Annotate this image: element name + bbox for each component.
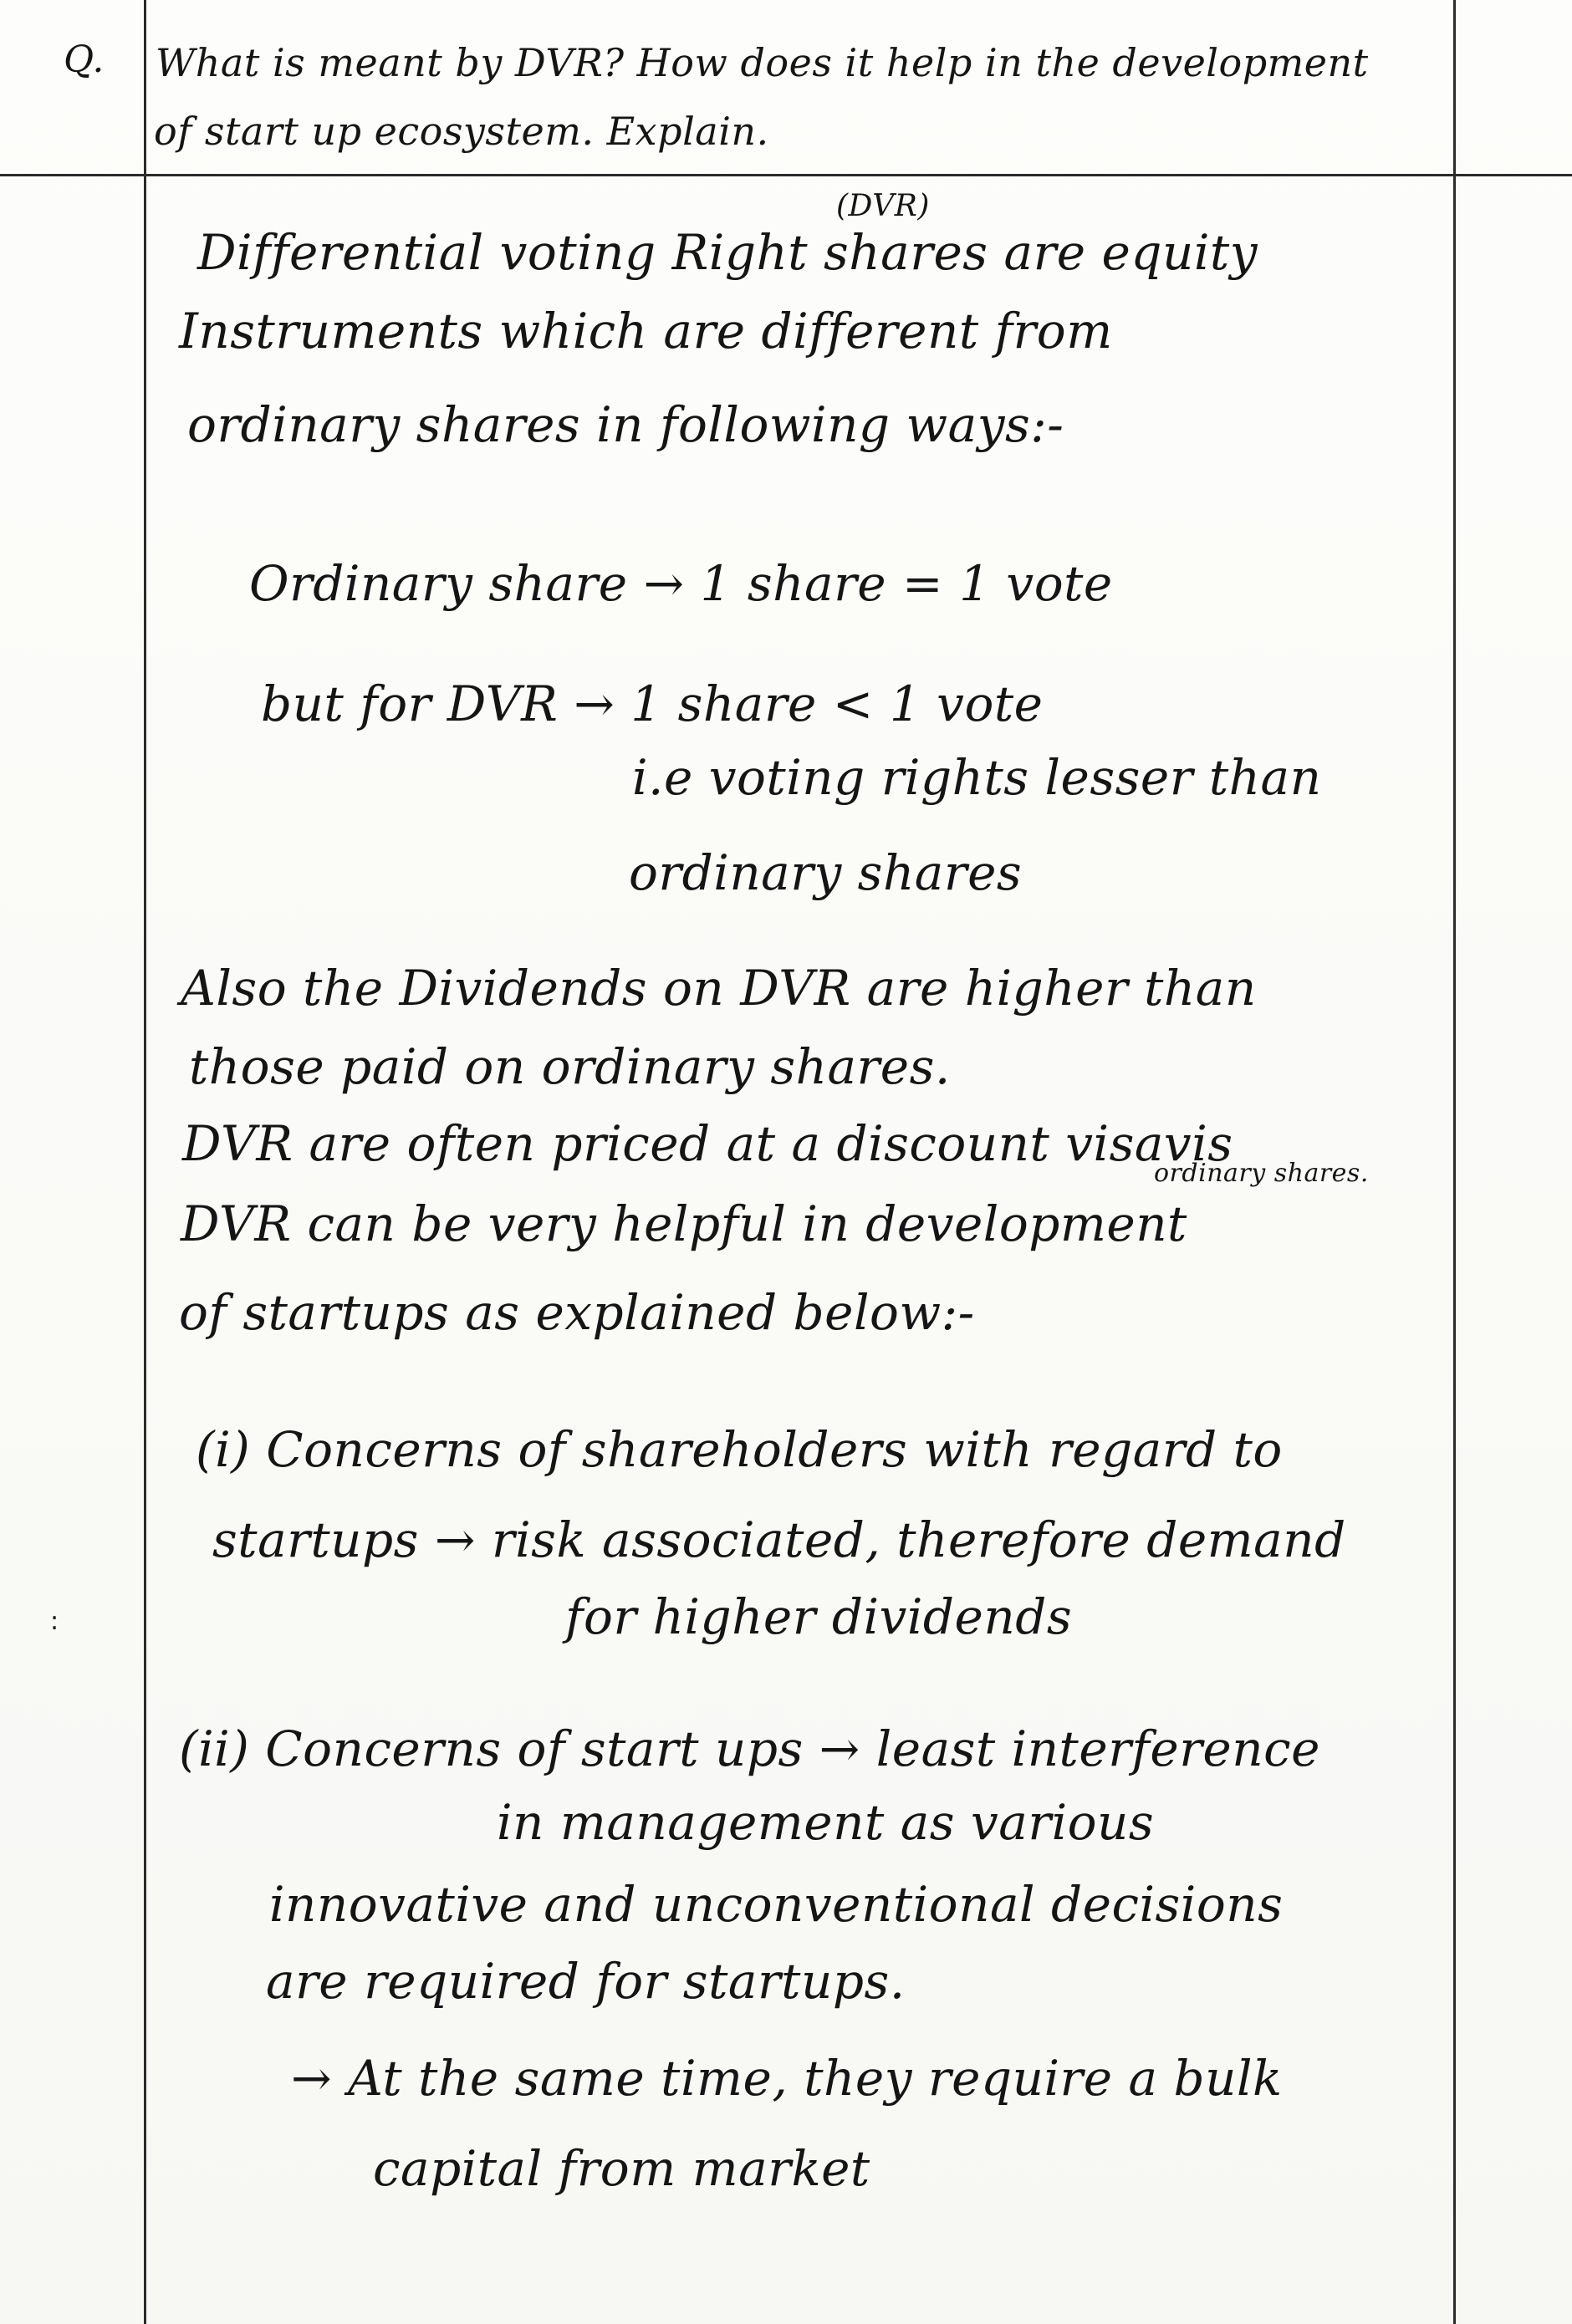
answer-p1-line-3: ordinary shares in following ways:- [187,396,1064,453]
point-2-line-2: in management as various [497,1794,1155,1851]
answer-p2-line-3: DVR are often priced at a discount visavis [182,1115,1233,1172]
answer-p2-line-2: those paid on ordinary shares. [189,1038,951,1095]
point-2-line-3: innovative and unconventional decisions [269,1876,1284,1933]
question-line-2: of start up ecosystem. Explain. [154,109,769,154]
point-2-line-1: (ii) Concerns of start ups → least interference [179,1720,1320,1777]
question-label: Q. [64,38,105,81]
question-line-1: What is meant by DVR? How does it help in the development [156,40,1369,85]
answer-p1-line-2: Instruments which are different from [179,303,1113,359]
ie-line-2: ordinary shares [629,844,1023,901]
answer-p2-line-5: of startups as explained below:- [179,1284,975,1341]
header-rule [0,174,1572,176]
left-margin-rule [144,0,146,2324]
point-1-line-3: for higher dividends [565,1588,1073,1645]
point-1-line-2: startups → risk associated, therefore demand [212,1511,1346,1568]
point-2-line-4: are required for startups. [266,1953,906,2010]
margin-mark: : [50,1607,59,1636]
point-1-line-1: (i) Concerns of shareholders with regard to [196,1421,1283,1478]
answer-p2-line-1: Also the Dividends on DVR are higher than [181,960,1257,1017]
answer-p2-line-3-note: ordinary shares. [1154,1159,1369,1188]
answer-p1-line-1: Differential voting Right shares are equity [197,224,1258,281]
ordinary-share-rule: Ordinary share → 1 share = 1 vote [249,555,1113,612]
right-margin-rule [1453,0,1456,2324]
point-2-line-5: → At the same time, they require a bulk [291,2050,1283,2107]
ie-line-1: i.e voting rights lesser than [632,749,1322,806]
point-2-line-6: capital from market [373,2140,870,2197]
dvr-annotation: (DVR) [836,189,930,223]
dvr-share-rule: but for DVR → 1 share < 1 vote [261,675,1044,732]
answer-p2-line-4: DVR can be very helpful in development [181,1195,1187,1252]
